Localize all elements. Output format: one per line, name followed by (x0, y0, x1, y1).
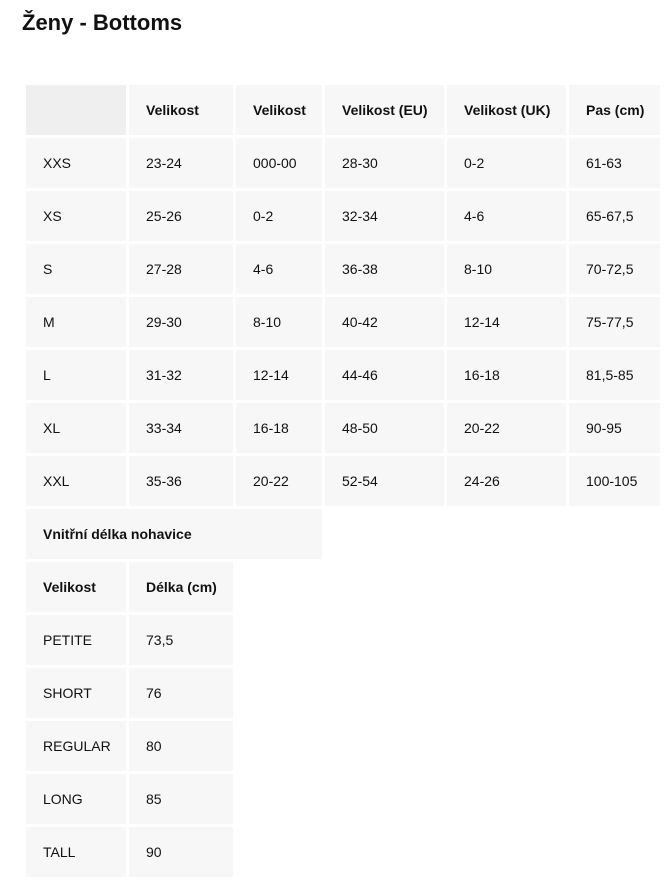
header-cell: Velikost (UK) (447, 85, 566, 135)
size-label-cell: L (26, 350, 126, 400)
size-label-cell: XL (26, 403, 126, 453)
table-cell: 90-95 (569, 403, 660, 453)
empty-cell (236, 668, 660, 718)
table-cell: 20-22 (236, 456, 322, 506)
table-cell: 75-77,5 (569, 297, 660, 347)
table-cell: 4-6 (236, 244, 322, 294)
inseam-row (26, 721, 660, 771)
table-cell: 16-18 (236, 403, 322, 453)
table-cell: 61-63 (569, 138, 660, 188)
table-cell: 81,5-85 (569, 350, 660, 400)
header-cell: Velikost (129, 85, 233, 135)
table-cell: 12-14 (447, 297, 566, 347)
inseam-length-cell: 85 (129, 774, 233, 824)
size-table-header-row (26, 85, 660, 135)
table-cell: 48-50 (325, 403, 444, 453)
table-cell: 0-2 (236, 191, 322, 241)
header-cell: Velikost (EU) (325, 85, 444, 135)
inseam-header-cell: Délka (cm) (129, 562, 233, 612)
table-cell: 70-72,5 (569, 244, 660, 294)
table-cell: 16-18 (447, 350, 566, 400)
size-label-cell: XS (26, 191, 126, 241)
table-cell: 8-10 (236, 297, 322, 347)
header-cell: Pas (cm) (569, 85, 660, 135)
table-cell: 27-28 (129, 244, 233, 294)
inseam-length-cell: 73,5 (129, 615, 233, 665)
table-row (26, 297, 660, 347)
table-cell: 24-26 (447, 456, 566, 506)
header-cell: Velikost (236, 85, 322, 135)
inseam-size-cell: SHORT (26, 668, 126, 718)
inseam-row (26, 774, 660, 824)
inseam-size-cell: REGULAR (26, 721, 126, 771)
table-cell: 12-14 (236, 350, 322, 400)
table-cell: 20-22 (447, 403, 566, 453)
size-label-cell: XXS (26, 138, 126, 188)
size-label-cell: S (26, 244, 126, 294)
inseam-row (26, 615, 660, 665)
table-row (26, 138, 660, 188)
inseam-size-cell: LONG (26, 774, 126, 824)
table-row (26, 403, 660, 453)
inseam-size-cell: TALL (26, 827, 126, 877)
empty-cell (325, 509, 660, 559)
table-cell: 40-42 (325, 297, 444, 347)
empty-cell (236, 562, 660, 612)
inseam-size-cell: PETITE (26, 615, 126, 665)
table-cell: 0-2 (447, 138, 566, 188)
header-cell (26, 85, 126, 135)
inseam-length-cell: 80 (129, 721, 233, 771)
inseam-length-cell: 76 (129, 668, 233, 718)
table-row (26, 350, 660, 400)
table-cell: 31-32 (129, 350, 233, 400)
inseam-row (26, 827, 660, 877)
table-cell: 65-67,5 (569, 191, 660, 241)
inseam-header-cell: Velikost (26, 562, 126, 612)
table-row (26, 191, 660, 241)
table-row (26, 456, 660, 506)
table-cell: 100-105 (569, 456, 660, 506)
table-cell: 32-34 (325, 191, 444, 241)
inseam-section-title: Vnitřní délka nohavice (26, 509, 322, 559)
table-cell: 36-38 (325, 244, 444, 294)
table-row (26, 244, 660, 294)
empty-cell (236, 774, 660, 824)
table-cell: 33-34 (129, 403, 233, 453)
table-cell: 44-46 (325, 350, 444, 400)
inseam-length-cell: 90 (129, 827, 233, 877)
page-title: Ženy - Bottoms (22, 10, 183, 35)
table-cell: 000-00 (236, 138, 322, 188)
table-cell: 25-26 (129, 191, 233, 241)
size-label-cell: M (26, 297, 126, 347)
table-cell: 35-36 (129, 456, 233, 506)
empty-cell (236, 615, 660, 665)
table-cell: 23-24 (129, 138, 233, 188)
size-label-cell: XXL (26, 456, 126, 506)
inseam-header-row (26, 562, 660, 612)
table-cell: 52-54 (325, 456, 444, 506)
empty-cell (236, 827, 660, 877)
empty-cell (236, 721, 660, 771)
table-cell: 8-10 (447, 244, 566, 294)
size-chart-table (23, 82, 663, 880)
inseam-row (26, 668, 660, 718)
table-cell: 29-30 (129, 297, 233, 347)
table-cell: 28-30 (325, 138, 444, 188)
table-cell: 4-6 (447, 191, 566, 241)
inseam-title-row (26, 509, 660, 559)
